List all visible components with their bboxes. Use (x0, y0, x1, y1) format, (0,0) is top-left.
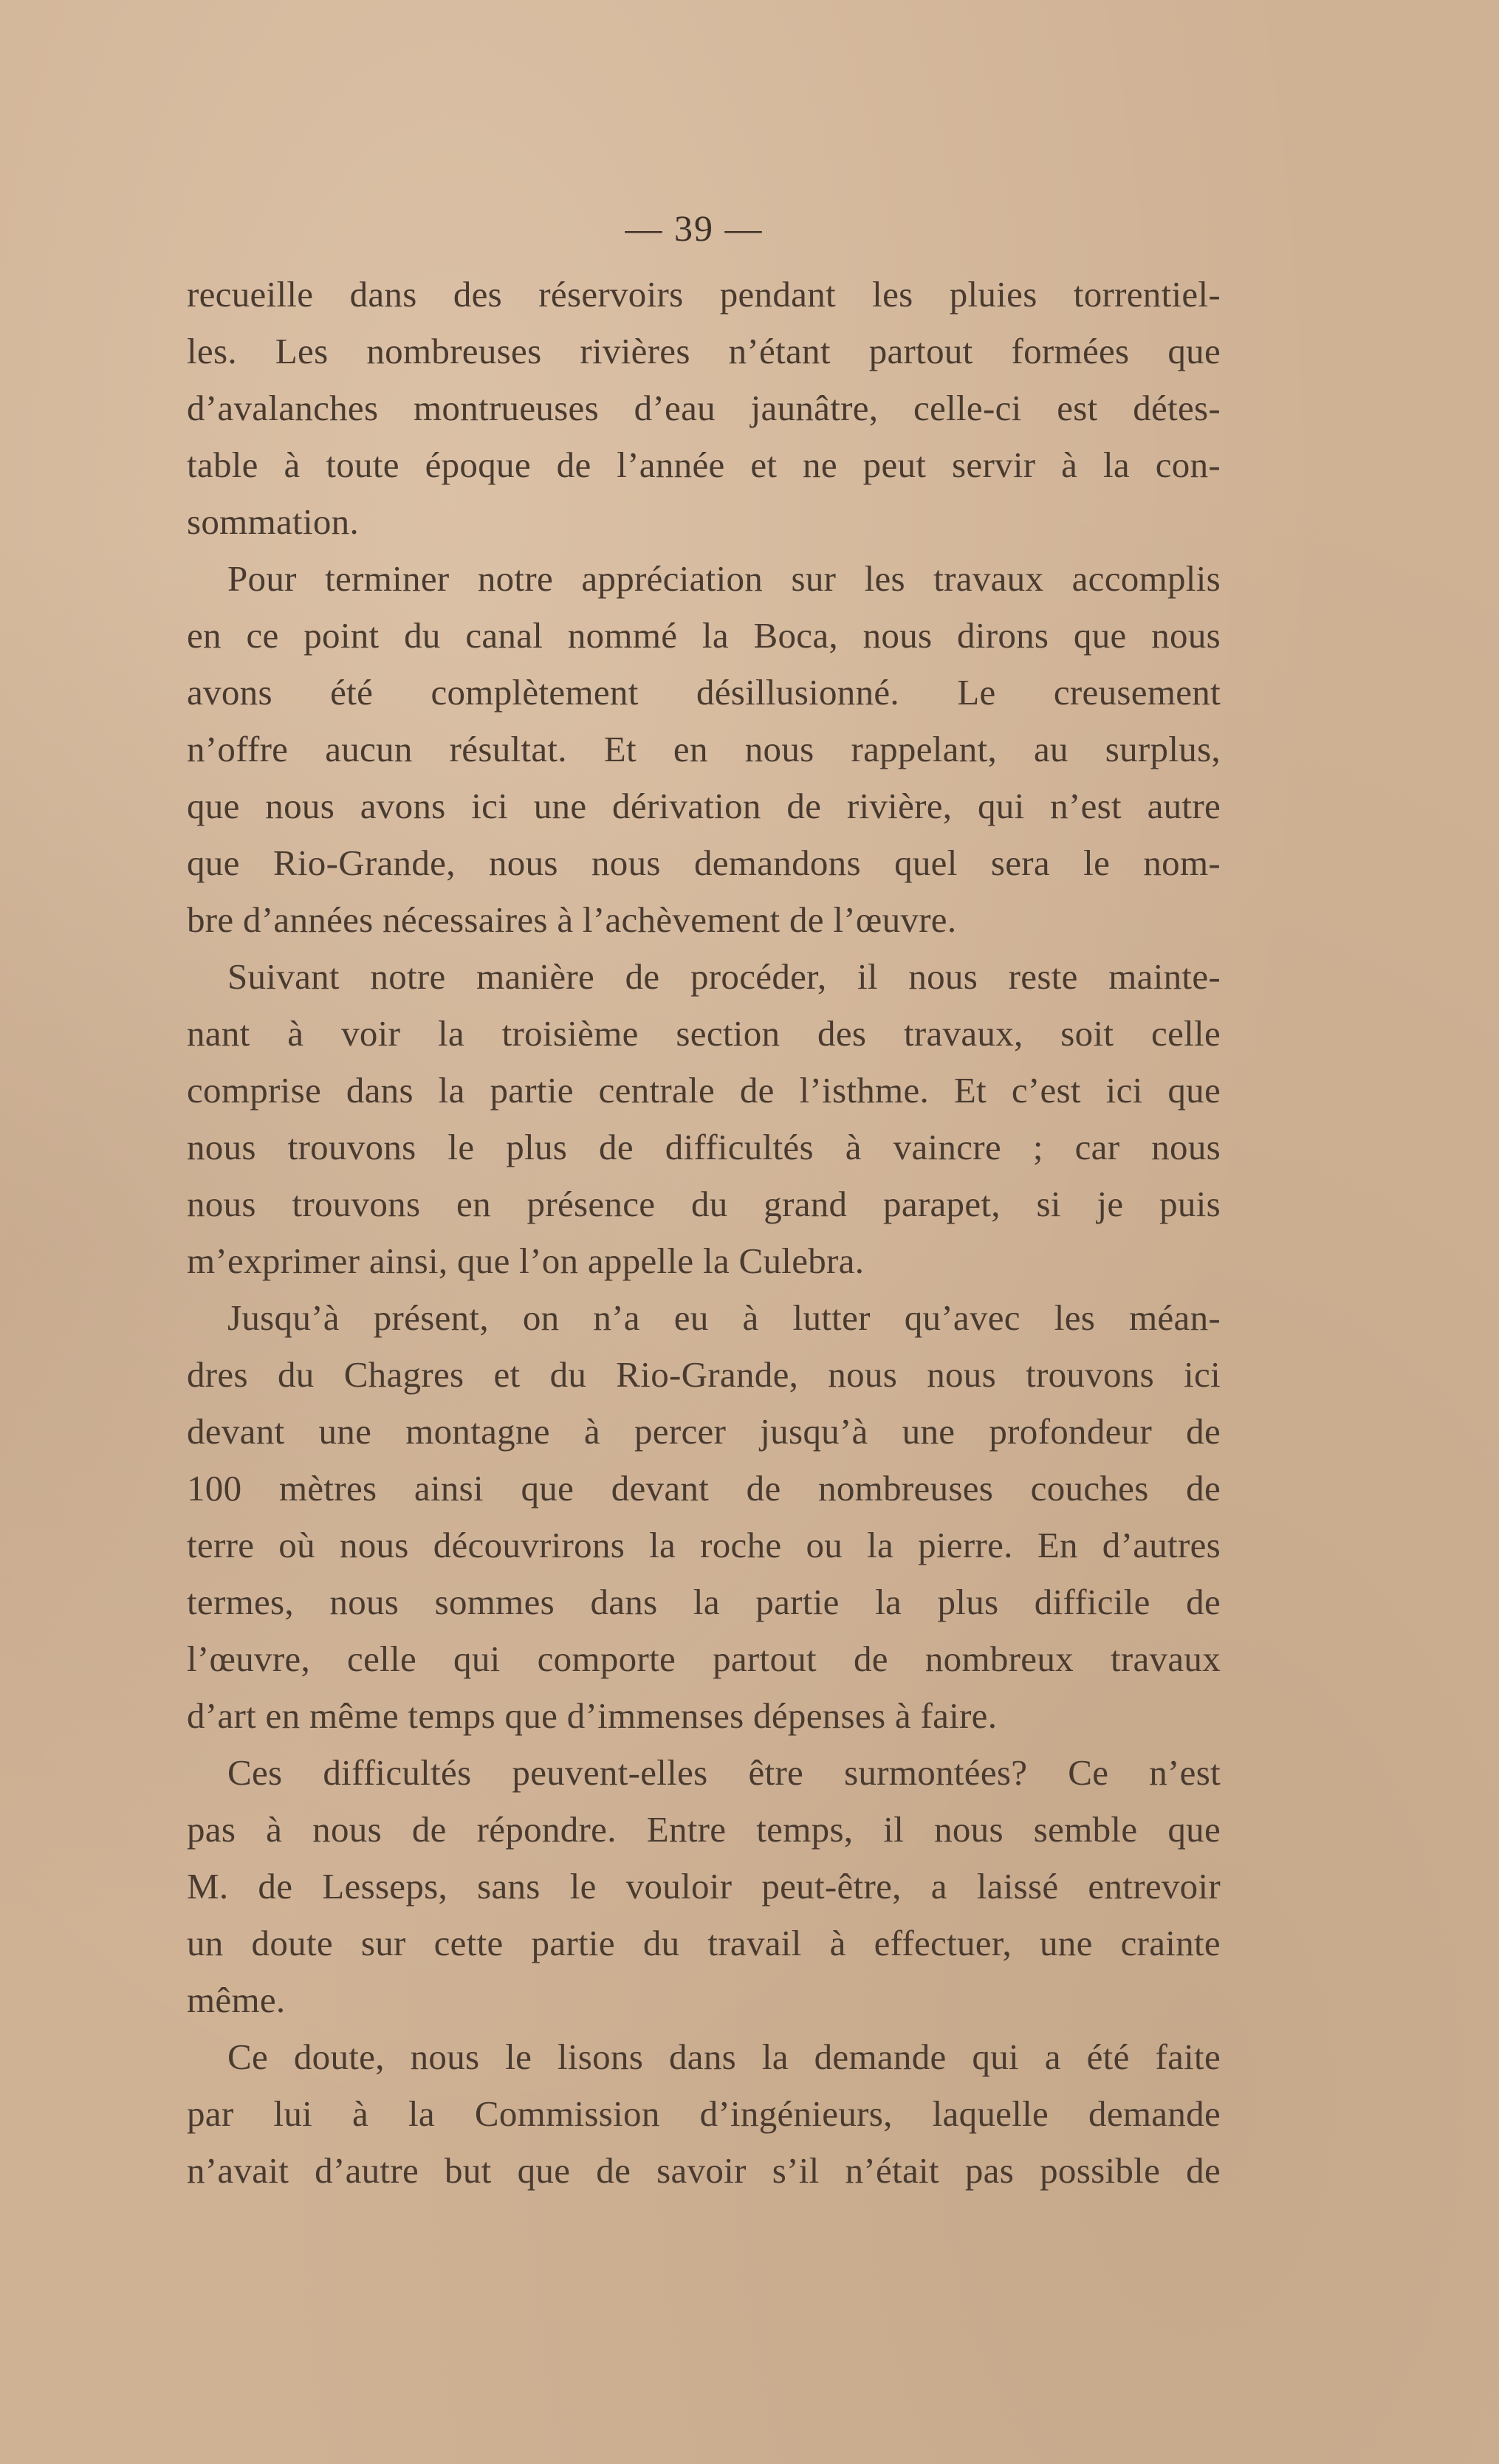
text-line: nous trouvons en présence du grand parapet, si je puis (187, 1184, 1221, 1224)
text-line: avons été complètement désillusionné. Le creusement (187, 672, 1221, 713)
text-line: par lui à la Commission d’ingénieurs, laquelle demande (187, 2093, 1221, 2134)
text-line: Pour terminer notre appréciation sur les travaux accomplis (227, 558, 1221, 599)
body-text (187, 266, 1221, 2199)
text-line: n’avait d’autre but que de savoir s’il n’était pas possible de (187, 2150, 1221, 2191)
text-line: que Rio-Grande, nous nous demandons quel sera le nom- (187, 843, 1221, 883)
text-line: M. de Lesseps, sans le vouloir peut-être, a laissé entrevoir (187, 1866, 1221, 1907)
page-number: — 39 — (625, 207, 764, 249)
text-line: n’offre aucun résultat. Et en nous rappelant, au surplus, (187, 729, 1221, 769)
text-line: terre où nous découvrirons la roche ou la pierre. En d’autres (187, 1525, 1221, 1565)
text-line: Suivant notre manière de procéder, il nous reste mainte- (227, 956, 1221, 997)
text-line: Jusqu’à présent, on n’a eu à lutter qu’avec les méan- (227, 1297, 1221, 1338)
text-line: les. Les nombreuses rivières n’étant partout formées que (187, 331, 1221, 371)
text-line: 100 mètres ainsi que devant de nombreuses couches de (187, 1468, 1221, 1509)
text-line: Ces difficultés peuvent-elles être surmontées? Ce n’est (227, 1752, 1221, 1793)
text-line: en ce point du canal nommé la Boca, nous dirons que nous (187, 615, 1221, 656)
text-line: que nous avons ici une dérivation de rivière, qui n’est autre (187, 786, 1221, 826)
text-line: pas à nous de répondre. Entre temps, il nous semble que (187, 1809, 1221, 1850)
text-line: nant à voir la troisième section des travaux, soit celle (187, 1013, 1221, 1054)
text-line: d’avalanches montrueuses d’eau jaunâtre, celle-ci est détes- (187, 388, 1221, 428)
text-line: nous trouvons le plus de difficultés à vaincre ; car nous (187, 1127, 1221, 1167)
text-line: dres du Chagres et du Rio-Grande, nous nous trouvons ici (187, 1354, 1221, 1395)
text-line: m’exprimer ainsi, que l’on appelle la Culebra. (187, 1240, 865, 1281)
text-line: d’art en même temps que d’immenses dépenses à faire. (187, 1695, 998, 1736)
text-line: table à toute époque de l’année et ne peut servir à la con- (187, 445, 1221, 485)
text-line: bre d’années nécessaires à l’achèvement de l’œuvre. (187, 899, 957, 940)
text-line: l’œuvre, celle qui comporte partout de nombreux travaux (187, 1638, 1221, 1679)
text-line: comprise dans la partie centrale de l’isthme. Et c’est ici que (187, 1070, 1221, 1111)
text-line: Ce doute, nous le lisons dans la demande qui a été faite (227, 2036, 1221, 2077)
text-line: sommation. (187, 501, 360, 542)
text-line: devant une montagne à percer jusqu’à une profondeur de (187, 1411, 1221, 1452)
text-line: termes, nous sommes dans la partie la plus difficile de (187, 1582, 1221, 1622)
text-line: même. (187, 1980, 286, 2020)
text-line: un doute sur cette partie du travail à effectuer, une crainte (187, 1923, 1221, 1963)
text-line: recueille dans des réservoirs pendant les pluies torrentiel- (187, 274, 1221, 315)
